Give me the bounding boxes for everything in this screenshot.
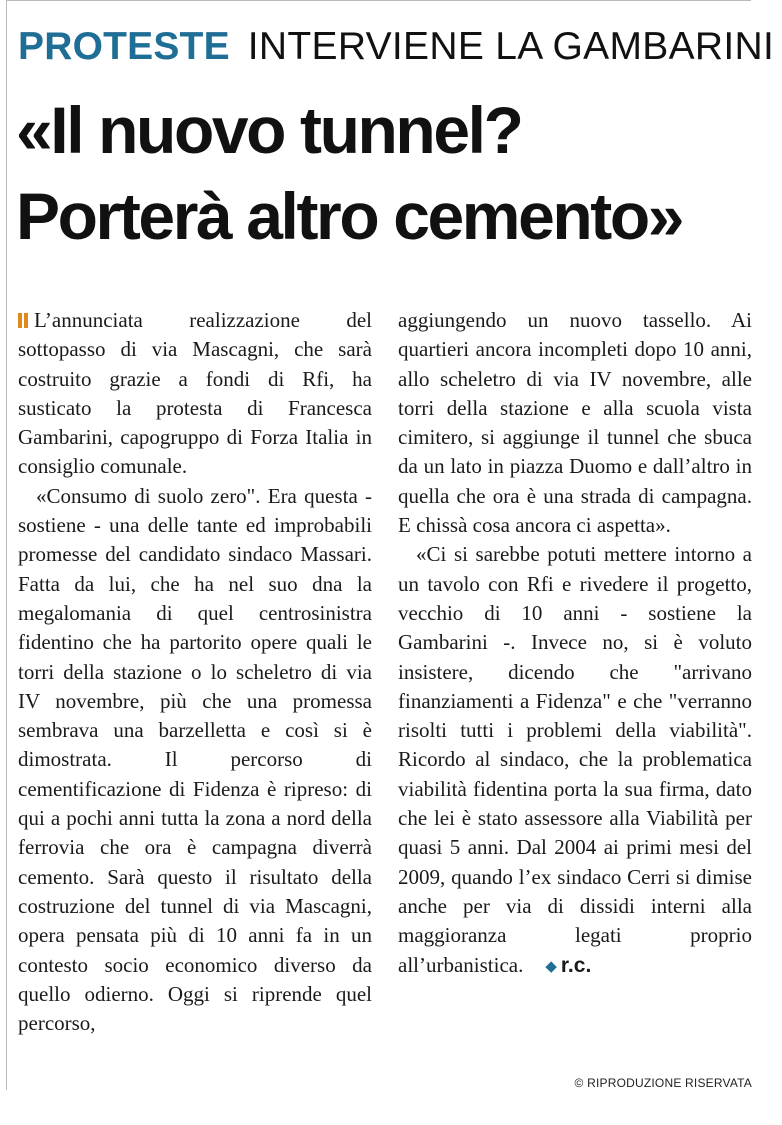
section-tag: PROTESTE	[18, 25, 230, 68]
article-paragraph-3: aggiungendo un nuovo tassello. Ai quartieri ancora incompleti dopo 10 anni, allo scheletro di via IV novembre, alle torri della stazione e alla scuola vista cimitero, si aggiunge il tunnel che sbuca da un lato in piazza Duomo e dall’altro in quella che ora è una strada di campagna. E chissà cosa ancora ci aspetta».	[398, 308, 752, 538]
page-frame-left-rule	[6, 0, 7, 1090]
diamond-icon: ◆	[545, 958, 557, 975]
headline-line-2: Porterà altro cemento»	[16, 179, 683, 253]
article-paragraph-4-text: «Ci si sarebbe potuti mettere intorno a un tavolo con Rfi e rivedere il progetto, vecchio di 10 anni - sostiene la Gambarini -. Invece no, si è voluto insistere, dicendo che "arrivano finanziamenti a Fidenza" e che "verranno risolti tutti i problemi della viabilità". Ricordo al sindaco, che la problematica viabilità fidentina porta la sua firma, dato che lei è stato assessore alla Viabilità per quasi 5 anni. Dal 2004 ai primi mesi del 2009, quando l’ex sindaco Cerri si dimise anche per via di dissidi interni alla maggioranza legati proprio all’urbanistica.	[398, 542, 752, 977]
article-paragraph-2: «Consumo di suolo zero". Era questa - sostiene - una delle tante ed improbabili promesse del candidato sindaco Massari. Fatta da lui, che ha nel suo dna la megalomania di quel centrosinistra fidentino che ha partorito opere quali le torri della stazione o lo scheletro di via IV novembre, più che una promessa sembrava una barzelletta e così si è dimostrata. Il percorso di cementificazione di Fidenza è ripreso: di qui a pochi anni tutta la zona a nord della ferrovia che ora è campagna diverrà cemento. Sarà questo il risultato della costruzione del tunnel di via Mascagni, opera pensata più di 10 anni fa in un contesto socio economico diverso da quello odierno. Oggi si riprende quel percorso,	[18, 483, 372, 1036]
author-signature: r.c.	[560, 953, 592, 977]
kicker-title: INTERVIENE LA GAMBARINI	[247, 25, 775, 68]
copyright-notice: © RIPRODUZIONE RISERVATA	[574, 1076, 752, 1090]
lead-marker-icon	[18, 313, 28, 328]
kicker-line	[18, 24, 775, 70]
article-paragraph-1-text: L’annunciata realizzazione del sottopasso di via Mascagni, che sarà costruito grazie a fondi di Rfi, ha susticato la protesta di Francesca Gambarini, capogruppo di Forza Italia in consiglio comunale.	[18, 308, 372, 479]
article-paragraph-4	[398, 540, 752, 981]
page-frame-top-rule	[6, 0, 751, 1]
headline	[16, 87, 766, 259]
headline-line-1: «Il nuovo tunnel?	[16, 93, 522, 167]
article-column-left	[18, 306, 372, 1038]
article-paragraph-1	[18, 306, 372, 482]
article-column-right	[398, 306, 752, 982]
